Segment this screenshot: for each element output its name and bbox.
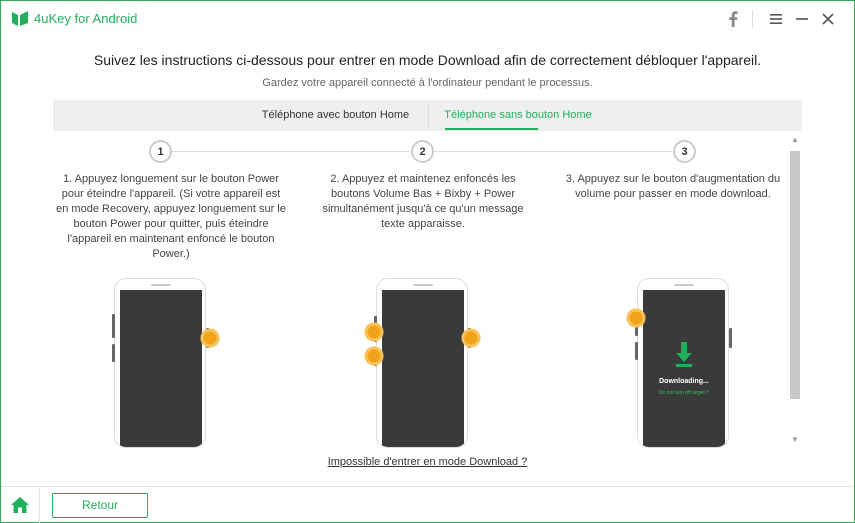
page-heading: Suivez les instructions ci-dessous pour entrer en mode Download afin de correctement débloquer l'appareil.	[93, 52, 762, 68]
step-connector	[434, 151, 672, 152]
minimize-icon[interactable]	[791, 8, 813, 30]
facebook-icon[interactable]	[722, 8, 744, 30]
app-logo-icon	[10, 9, 30, 29]
step-number-1: 1	[149, 140, 172, 163]
phone-speaker	[413, 284, 433, 286]
press-indicator-icon	[364, 322, 384, 342]
step-connector	[172, 151, 410, 152]
phone-bixby-button	[635, 342, 638, 360]
phone-illustration-1	[114, 278, 206, 448]
step-2-instructions: 2. Appuyez et maintenez enfoncés les boutons Volume Bas + Bixby + Power simultanément jusqu'à ce qu'un message texte apparaisse.	[322, 173, 524, 230]
phone-illustration-2	[376, 278, 468, 448]
phone-volume-button	[112, 314, 115, 338]
scroll-thumb[interactable]	[790, 151, 800, 399]
scroll-up-icon[interactable]: ▲	[791, 135, 799, 144]
titlebar-divider	[752, 10, 753, 28]
phone-illustration-3	[637, 278, 729, 448]
step-number-3: 3	[673, 140, 696, 163]
press-indicator-icon	[626, 308, 646, 328]
cannot-enter-download-mode-link[interactable]: Impossible d'entrer en mode Download ?	[327, 456, 528, 468]
downloading-text: Downloading...	[659, 378, 709, 385]
footer-bar	[1, 486, 854, 522]
phone-bixby-button	[112, 344, 115, 362]
menu-icon[interactable]	[765, 8, 787, 30]
download-arrow-icon	[675, 342, 693, 368]
active-tab-indicator	[445, 128, 538, 130]
tab-without-home-button[interactable]: Téléphone sans bouton Home	[444, 109, 592, 121]
press-indicator-icon	[461, 328, 481, 348]
close-icon[interactable]	[817, 8, 839, 30]
step-1-instructions: 1. Appuyez longuement sur le bouton Power pour éteindre l'appareil. (Si votre appareil est en mode Recovery, appuyez longuement sur le bouton Power pour quitter, puis éteindre l'appareil en maintenant enfoncé le bouton Power.)	[56, 173, 286, 260]
phone-screen-off	[120, 290, 202, 448]
title-bar	[0, 0, 855, 38]
phone-speaker	[674, 284, 694, 286]
phone-speaker	[151, 284, 171, 286]
back-button[interactable]: Retour	[52, 493, 148, 518]
do-not-turn-off-text: Do not turn off target !!	[659, 390, 709, 396]
step-3-instructions: 3. Appuyez sur le bouton d'augmentation du volume pour passer en mode download.	[565, 173, 781, 200]
home-icon[interactable]	[10, 496, 30, 514]
page-subheading: Gardez votre appareil connecté à l'ordinateur pendant le processus.	[262, 77, 593, 89]
app-title: 4uKey for Android	[34, 11, 138, 26]
footer-divider	[39, 487, 40, 523]
phone-power-button	[729, 328, 732, 348]
tab-divider	[428, 104, 429, 128]
phone-screen-download	[643, 290, 725, 448]
content-scrollbar[interactable]	[789, 134, 801, 446]
press-indicator-icon	[364, 346, 384, 366]
tab-with-home-button[interactable]: Téléphone avec bouton Home	[261, 109, 410, 121]
step-number-2: 2	[411, 140, 434, 163]
press-indicator-icon	[200, 328, 220, 348]
phone-screen-off	[382, 290, 464, 448]
scroll-down-icon[interactable]: ▼	[791, 435, 799, 444]
